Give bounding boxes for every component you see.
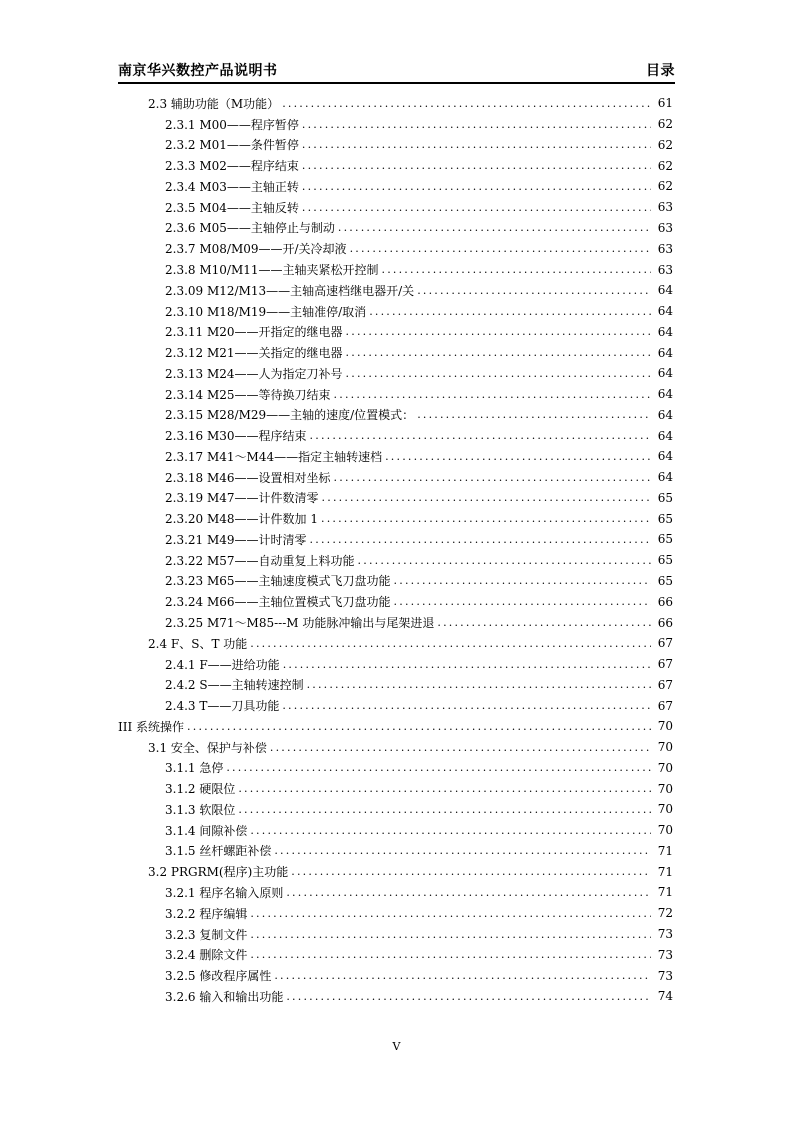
toc-entry-page: 65 <box>657 553 673 568</box>
toc-entry[interactable] <box>118 155 673 176</box>
toc-leader-dots <box>385 450 651 463</box>
toc-entry[interactable] <box>118 716 673 737</box>
toc-leader-dots <box>346 367 651 380</box>
toc-entry[interactable] <box>118 363 673 384</box>
toc-entry[interactable] <box>118 903 673 924</box>
toc-leader-dots <box>302 118 651 131</box>
toc-entry[interactable] <box>118 384 673 405</box>
toc-leader-dots <box>334 388 651 401</box>
toc-entry-page: 70 <box>657 781 673 796</box>
toc-entry-title: 2.3.6 M05——主轴停止与制动 <box>165 221 335 236</box>
toc-entry-title: 3.2.2 程序编辑 <box>165 906 248 921</box>
toc-entry-page: 63 <box>657 220 673 235</box>
toc-entry-page: 62 <box>657 179 673 194</box>
toc-entry-title: 2.3.7 M08/M09——开/关冷却液 <box>165 242 347 257</box>
toc-leader-dots <box>250 637 651 650</box>
toc-entry-title: 3.1.3 软限位 <box>165 802 236 817</box>
toc-entry-title: 3.2.1 程序名输入原则 <box>165 885 284 900</box>
toc-entry-page: 62 <box>657 117 673 132</box>
toc-entry-title: 3.1.4 间隙补偿 <box>165 823 248 838</box>
toc-entry[interactable] <box>118 633 673 654</box>
toc-leader-dots <box>286 886 651 899</box>
toc-leader-dots <box>321 512 651 525</box>
toc-entry[interactable] <box>118 591 673 612</box>
toc-entry-page: 66 <box>657 615 673 630</box>
toc-entry[interactable] <box>118 841 673 862</box>
toc-entry-page: 64 <box>657 387 673 402</box>
toc-leader-dots <box>346 325 651 338</box>
toc-leader-dots <box>238 803 651 816</box>
toc-entry-title: 2.3.1 M00——程序暂停 <box>165 117 299 132</box>
toc-leader-dots <box>394 574 651 587</box>
toc-entry[interactable] <box>118 404 673 425</box>
toc-leader-dots <box>250 907 651 920</box>
toc-entry-title: 2.3.14 M25——等待换刀结束 <box>165 387 331 402</box>
page-header <box>118 56 675 84</box>
toc-entry-page: 64 <box>657 428 673 443</box>
toc-leader-dots <box>346 346 651 359</box>
toc-entry-page: 65 <box>657 490 673 505</box>
toc-leader-dots <box>394 595 651 608</box>
toc-entry-page: 64 <box>657 449 673 464</box>
toc-leader-dots <box>291 865 651 878</box>
toc-entry-page: 65 <box>657 532 673 547</box>
toc-leader-dots <box>250 928 651 941</box>
toc-entry-page: 73 <box>657 968 673 983</box>
toc-entry-page: 64 <box>657 407 673 422</box>
toc-leader-dots <box>369 305 651 318</box>
toc-entry-page: 67 <box>657 636 673 651</box>
toc-entry-page: 67 <box>657 677 673 692</box>
toc-entry-title: 2.3.23 M65——主轴速度模式飞刀盘功能 <box>165 574 391 589</box>
toc-entry-title: 2.3.22 M57——自动重复上料功能 <box>165 553 355 568</box>
toc-entry[interactable] <box>118 654 673 675</box>
header-title: 南京华兴数控产品说明书 <box>118 63 278 79</box>
toc-entry[interactable] <box>118 799 673 820</box>
toc-leader-dots <box>270 741 651 754</box>
toc-entry-title: 2.4 F、S、T 功能 <box>148 636 248 651</box>
toc-entry[interactable] <box>118 550 673 571</box>
toc-leader-dots <box>250 948 651 961</box>
toc-leader-dots <box>274 969 651 982</box>
toc-entry-title: 3.2 PRGRM(程序)主功能 <box>148 865 289 880</box>
toc-leader-dots <box>322 491 651 504</box>
toc-entry[interactable] <box>118 114 673 135</box>
toc-entry[interactable] <box>118 924 673 945</box>
toc-entry[interactable] <box>118 820 673 841</box>
toc-entry-page: 67 <box>657 657 673 672</box>
toc-entry-title: 2.3.17 M41～M44——指定主轴转速档 <box>165 449 383 464</box>
toc-entry[interactable] <box>118 986 673 1007</box>
toc-entry-page: 63 <box>657 200 673 215</box>
toc-leader-dots <box>302 159 651 172</box>
toc-entry-page: 62 <box>657 158 673 173</box>
toc-entry[interactable] <box>118 571 673 592</box>
toc-entry-page: 64 <box>657 324 673 339</box>
toc-entry[interactable] <box>118 882 673 903</box>
toc-entry-title: 2.3.16 M30——程序结束 <box>165 429 307 444</box>
toc-entry[interactable] <box>118 321 673 342</box>
toc-leader-dots <box>417 284 651 297</box>
toc-entry-title: 2.3.3 M02——程序结束 <box>165 159 299 174</box>
toc-entry-page: 67 <box>657 698 673 713</box>
toc-entry[interactable] <box>118 944 673 965</box>
toc-entry-page: 72 <box>657 906 673 921</box>
toc-leader-dots <box>338 221 651 234</box>
toc-leader-dots <box>307 678 651 691</box>
toc-leader-dots <box>358 554 651 567</box>
toc-leader-dots <box>302 138 651 151</box>
toc-entry-title: 2.3.12 M21——关指定的继电器 <box>165 346 343 361</box>
toc-entry-page: 74 <box>657 989 673 1004</box>
toc-entry-page: 71 <box>657 843 673 858</box>
toc-entry-title: 2.3.8 M10/M11——主轴夹紧松开控制 <box>165 263 379 277</box>
toc-entry-title: III 系统操作 <box>118 719 185 734</box>
toc-entry-title: 2.4.2 S——主轴转速控制 <box>165 678 304 693</box>
toc-entry-title: 3.2.4 删除文件 <box>165 948 248 963</box>
table-of-contents <box>118 93 673 1007</box>
header-section: 目录 <box>646 63 675 79</box>
toc-entry-page: 61 <box>657 96 673 111</box>
toc-entry[interactable] <box>118 612 673 633</box>
toc-entry-title: 2.3.5 M04——主轴反转 <box>165 200 299 215</box>
toc-leader-dots <box>310 429 651 442</box>
toc-entry-page: 71 <box>657 864 673 879</box>
toc-entry[interactable] <box>118 467 673 488</box>
toc-entry[interactable] <box>118 93 673 114</box>
toc-leader-dots <box>250 824 651 837</box>
toc-leader-dots <box>302 201 651 214</box>
toc-entry-page: 66 <box>657 594 673 609</box>
toc-entry-page: 63 <box>657 241 673 256</box>
toc-leader-dots <box>334 471 651 484</box>
toc-entry[interactable] <box>118 197 673 218</box>
toc-entry-title: 2.4.3 T——刀具功能 <box>165 699 280 714</box>
toc-entry-title: 3.1.2 硬限位 <box>165 782 236 797</box>
toc-entry-title: 3.2.5 修改程序属性 <box>165 969 272 984</box>
toc-leader-dots <box>274 844 651 857</box>
page-number: V <box>392 1040 401 1053</box>
toc-entry-page: 70 <box>657 760 673 775</box>
toc-entry[interactable] <box>118 342 673 363</box>
toc-leader-dots <box>437 616 651 629</box>
toc-entry-page: 70 <box>657 719 673 734</box>
toc-entry-title: 3.1 安全、保护与补偿 <box>148 740 267 755</box>
toc-entry-title: 2.4.1 F——进给功能 <box>165 657 280 672</box>
toc-leader-dots <box>238 782 651 795</box>
toc-entry-title: 2.3.21 M49——计时清零 <box>165 532 307 547</box>
toc-leader-dots <box>417 408 651 421</box>
toc-entry[interactable] <box>118 737 673 758</box>
toc-entry-page: 63 <box>657 262 673 277</box>
toc-entry-page: 62 <box>657 137 673 152</box>
toc-entry-page: 64 <box>657 366 673 381</box>
toc-entry-title: 2.3.20 M48——计件数加 1 <box>165 512 318 527</box>
toc-entry[interactable] <box>118 529 673 550</box>
toc-entry[interactable] <box>118 965 673 986</box>
toc-entry-page: 64 <box>657 470 673 485</box>
toc-leader-dots <box>226 761 651 774</box>
toc-entry-page: 64 <box>657 345 673 360</box>
toc-entry[interactable] <box>118 425 673 446</box>
toc-leader-dots <box>302 180 651 193</box>
toc-entry[interactable] <box>118 218 673 239</box>
toc-entry-title: 3.1.1 急停 <box>165 761 224 776</box>
toc-entry-title: 2.3.4 M03——主轴正转 <box>165 179 299 194</box>
toc-entry-title: 2.3.10 M18/M19——主轴准停/取消 <box>165 304 367 319</box>
toc-entry-page: 70 <box>657 740 673 755</box>
toc-entry-title: 3.1.5 丝杆螺距补偿 <box>165 844 272 859</box>
toc-entry-page: 64 <box>657 304 673 319</box>
toc-entry-title: 2.3.2 M01——条件暂停 <box>165 138 299 153</box>
toc-entry-page: 70 <box>657 802 673 817</box>
toc-leader-dots <box>382 263 651 276</box>
toc-entry-title: 2.3.19 M47——计件数清零 <box>165 491 319 506</box>
toc-entry[interactable] <box>118 446 673 467</box>
toc-entry[interactable] <box>118 508 673 529</box>
toc-entry-page: 73 <box>657 947 673 962</box>
toc-leader-dots <box>282 97 651 110</box>
toc-entry[interactable] <box>118 778 673 799</box>
toc-entry-page: 64 <box>657 283 673 298</box>
toc-leader-dots <box>310 533 651 546</box>
toc-entry-title: 2.3.15 M28/M29——主轴的速度/位置模式： <box>165 408 415 423</box>
toc-entry-page: 65 <box>657 511 673 526</box>
toc-entry-title: 2.3.18 M46——设置相对坐标 <box>165 470 331 485</box>
toc-entry[interactable] <box>118 259 673 280</box>
toc-entry[interactable] <box>118 861 673 882</box>
toc-entry-title: 2.3.24 M66——主轴位置模式飞刀盘功能 <box>165 595 391 610</box>
toc-entry[interactable] <box>118 758 673 779</box>
toc-entry-title: 2.3.09 M12/M13——主轴高速档继电器开/关 <box>165 283 415 298</box>
toc-entry[interactable] <box>118 674 673 695</box>
toc-leader-dots <box>286 990 651 1003</box>
toc-entry-title: 3.2.3 复制文件 <box>165 927 248 942</box>
toc-entry-page: 65 <box>657 573 673 588</box>
toc-entry-page: 70 <box>657 823 673 838</box>
toc-entry-title: 2.3.11 M20——开指定的继电器 <box>165 325 343 340</box>
toc-entry-title: 2.3.13 M24——人为指定刀补号 <box>165 366 343 381</box>
toc-entry[interactable] <box>118 301 673 322</box>
toc-entry-page: 73 <box>657 927 673 941</box>
toc-leader-dots <box>282 699 651 712</box>
toc-entry-title: 2.3.25 M71～M85---M 功能脉冲输出与尾架进退 <box>165 616 435 631</box>
toc-entry-title: 3.2.6 输入和输出功能 <box>165 989 284 1004</box>
toc-entry[interactable] <box>118 176 673 197</box>
toc-entry[interactable] <box>118 238 673 259</box>
toc-entry-page: 71 <box>657 885 673 900</box>
toc-leader-dots <box>187 720 651 733</box>
toc-entry[interactable] <box>118 280 673 301</box>
toc-entry[interactable] <box>118 695 673 716</box>
toc-leader-dots <box>283 658 651 671</box>
toc-entry[interactable] <box>118 135 673 156</box>
toc-leader-dots <box>350 242 651 255</box>
toc-entry-title: 2.3 辅助功能（M功能） <box>148 96 280 111</box>
toc-entry[interactable] <box>118 488 673 509</box>
